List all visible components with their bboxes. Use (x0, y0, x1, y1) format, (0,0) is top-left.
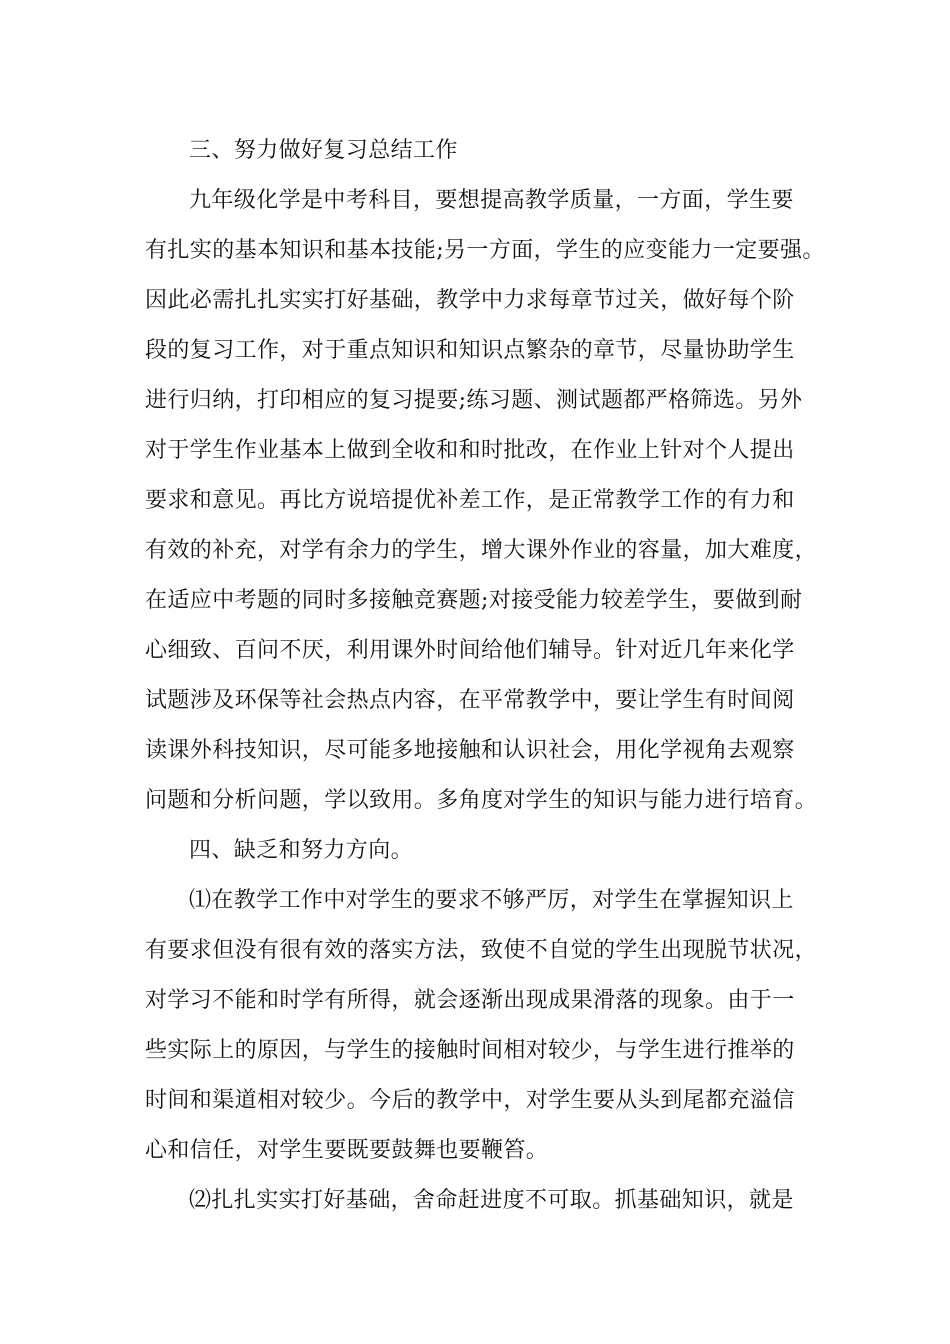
paragraph-line: 九年级化学是中考科目，要想提高教学质量，一方面，学生要 (189, 188, 794, 213)
paragraph-line: 有要求但没有很有效的落实方法，致使不自觉的学生出现脱节状况， (145, 938, 818, 963)
section-heading-shortcomings: 四、缺乏和努力方向。 (189, 838, 414, 863)
section-heading-review: 三、努力做好复习总结工作 (189, 138, 458, 163)
paragraph-line: 问题和分析问题，学以致用。多角度对学生的知识与能力进行培育。 (145, 788, 818, 813)
paragraph-line: 因此必需扎扎实实打好基础，教学中力求每章节过关，做好每个阶 (145, 288, 795, 313)
paragraph-line: 对学习不能和时学有所得，就会逐渐出现成果滑落的现象。由于一 (145, 988, 795, 1013)
paragraph-line: 心细致、百问不厌，利用课外时间给他们辅导。针对近几年来化学 (145, 638, 795, 663)
paragraph-line: 在适应中考题的同时多接触竞赛题;对接受能力较差学生，要做到耐 (145, 588, 803, 613)
paragraph-line: 读课外科技知识，尽可能多地接触和认识社会，用化学视角去观察 (145, 738, 795, 763)
paragraph-line: 些实际上的原因，与学生的接触时间相对较少，与学生进行推举的 (145, 1038, 795, 1063)
paragraph-line: 心和信任，对学生要既要鼓舞也要鞭笞。 (145, 1138, 549, 1163)
paragraph-line: 要求和意见。再比方说培提优补差工作，是正常教学工作的有力和 (145, 488, 795, 513)
paragraph-line: 对于学生作业基本上做到全收和和时批改，在作业上针对个人提出 (145, 438, 795, 463)
paragraph-line: ⑴在教学工作中对学生的要求不够严厉，对学生在掌握知识上 (189, 888, 794, 913)
paragraph-line: 时间和渠道相对较少。今后的教学中，对学生要从头到尾都充溢信 (145, 1088, 795, 1113)
paragraph-line: ⑵扎扎实实打好基础，舍命赶进度不可取。抓基础知识，就是 (189, 1188, 794, 1213)
paragraph-line: 进行归纳，打印相应的复习提要;练习题、测试题都严格筛选。另外 (145, 388, 803, 413)
paragraph-line: 有效的补充，对学有余力的学生，增大课外作业的容量，加大难度， (145, 538, 818, 563)
paragraph-line: 有扎实的基本知识和基本技能;另一方面，学生的应变能力一定要强。 (145, 238, 825, 263)
paragraph-line: 试题涉及环保等社会热点内容，在平常教学中，要让学生有时间阅 (145, 688, 795, 713)
paragraph-line: 段的复习工作，对于重点知识和知识点繁杂的章节，尽量协助学生 (145, 338, 795, 363)
